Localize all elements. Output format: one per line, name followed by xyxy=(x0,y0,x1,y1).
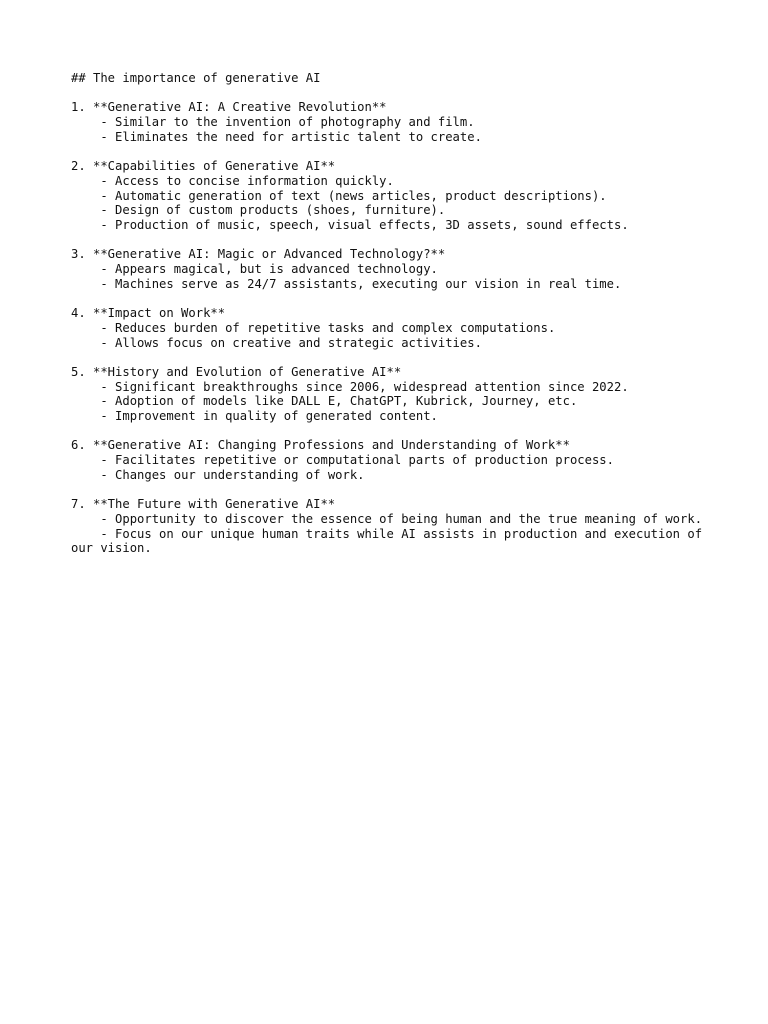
section-3-bullet-2: - Machines serve as 24/7 assistants, executing our vision in real time. xyxy=(71,276,622,291)
spacer xyxy=(71,483,711,498)
spacer xyxy=(71,424,711,439)
spacer xyxy=(71,145,711,160)
section-title-6: 6. **Generative AI: Changing Professions and Understanding of Work** xyxy=(71,438,570,453)
section-5-bullet-1: - Significant breakthroughs since 2006, widespread attention since 2022. xyxy=(71,379,629,394)
section-title-4: 4. **Impact on Work** xyxy=(71,306,226,321)
section-title-7: 7. **The Future with Generative AI** xyxy=(71,497,336,512)
section-title-5: 5. **History and Evolution of Generative AI** xyxy=(71,364,402,379)
section-6-bullet-1: - Facilitates repetitive or computational parts of production process. xyxy=(71,453,614,468)
section-5-bullet-3: - Improvement in quality of generated content. xyxy=(71,409,438,424)
document-heading: ## The importance of generative AI xyxy=(71,71,321,85)
section-6-bullet-2: - Changes our understanding of work. xyxy=(71,467,365,482)
section-2-bullet-3: - Design of custom products (shoes, furniture). xyxy=(71,203,446,218)
section-2-bullet-1: - Access to concise information quickly. xyxy=(71,173,394,188)
section-5-bullet-2: - Adoption of models like DALL E, ChatGPT, Kubrick, Journey, etc. xyxy=(71,394,578,409)
spacer xyxy=(71,350,711,365)
spacer xyxy=(71,233,711,248)
spacer xyxy=(71,86,711,101)
section-title-3: 3. **Generative AI: Magic or Advanced Technology?** xyxy=(71,247,446,262)
section-1-bullet-1: - Similar to the invention of photography and film. xyxy=(71,115,475,130)
section-7-bullet-2: - Focus on our unique human traits while AI assists in production and execution of our vision. xyxy=(71,526,710,556)
section-2-bullet-4: - Production of music, speech, visual effects, 3D assets, sound effects. xyxy=(71,218,629,232)
section-4-bullet-1: - Reduces burden of repetitive tasks and complex computations. xyxy=(71,320,556,335)
document-page xyxy=(71,71,711,556)
section-2-bullet-2: - Automatic generation of text (news articles, product descriptions). xyxy=(71,188,607,203)
section-title-1: 1. **Generative AI: A Creative Revolution** xyxy=(71,100,387,115)
section-7-bullet-1: - Opportunity to discover the essence of being human and the true meaning of work. xyxy=(71,511,703,526)
section-4-bullet-2: - Allows focus on creative and strategic activities. xyxy=(71,335,482,350)
spacer xyxy=(71,292,711,307)
section-1-bullet-2: - Eliminates the need for artistic talent to create. xyxy=(71,129,482,144)
section-title-2: 2. **Capabilities of Generative AI** xyxy=(71,159,336,174)
section-3-bullet-1: - Appears magical, but is advanced technology. xyxy=(71,262,438,277)
